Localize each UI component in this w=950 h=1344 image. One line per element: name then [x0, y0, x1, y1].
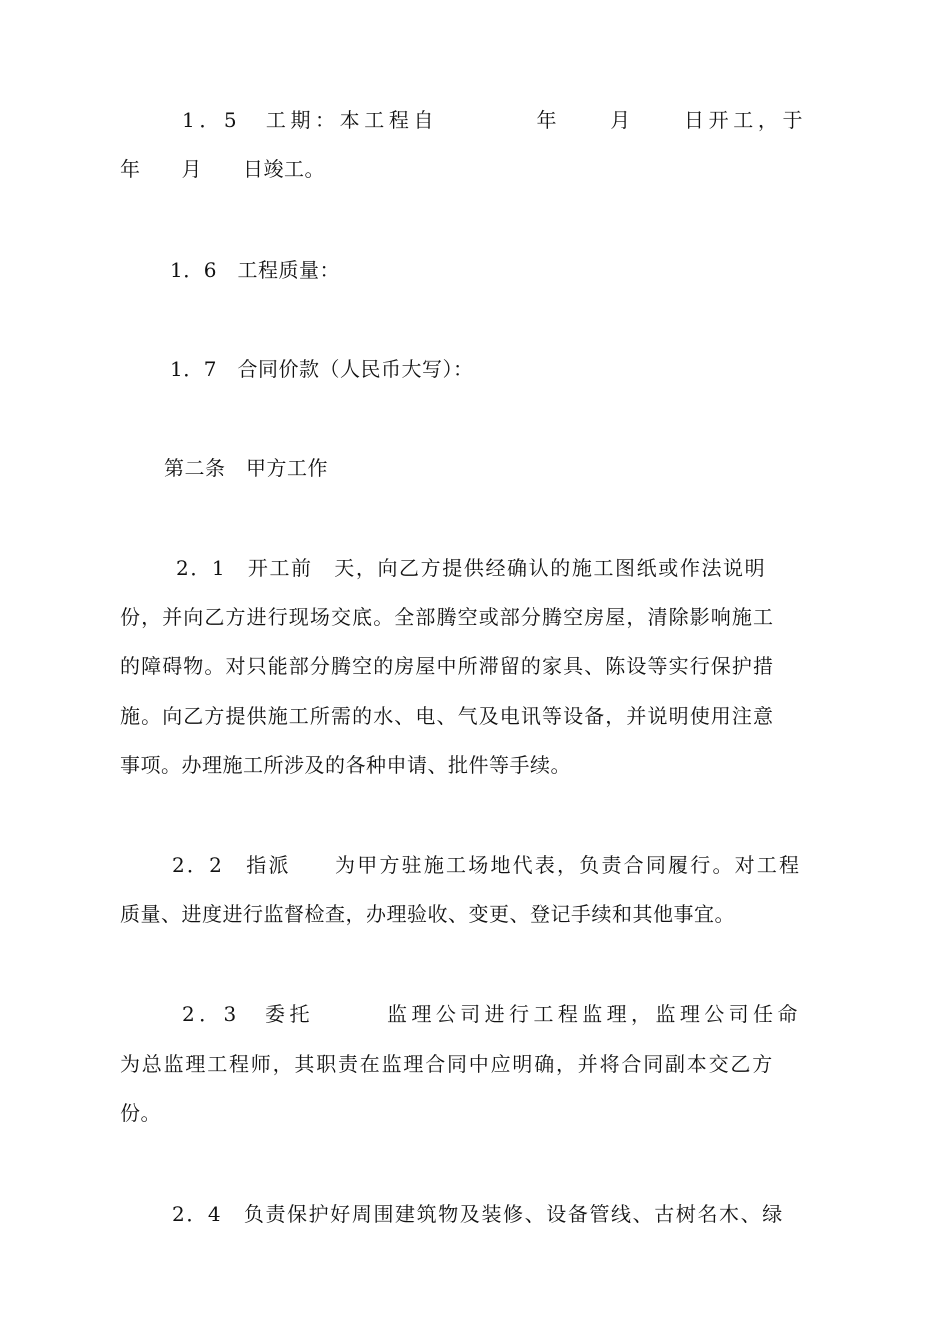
- clause-2-1-line-4: 施。向乙方提供施工所需的水、电、气及电讯等设备，并说明使用注意: [120, 704, 775, 728]
- clause-2-1-line-2: 份，并向乙方进行现场交底。全部腾空或部分腾空房屋，清除影响施工: [120, 605, 775, 629]
- clause-2-2-line-1: 2．2 指派 为甲方驻施工场地代表，负责合同履行。对工程: [172, 853, 802, 877]
- clause-1-7: 1．7 合同价款（人民币大写）：: [170, 357, 474, 381]
- clause-1-6: 1．6 工程质量：: [170, 258, 340, 282]
- clause-2-1-line-5: 事项。办理施工所涉及的各种申请、批件等手续。: [120, 753, 571, 777]
- clause-2-3-line-2: 为总监理工程师，其职责在监理合同中应明确，并将合同副本交乙方: [120, 1052, 774, 1076]
- clause-2-1-line-1: 2．1 开工前 天，向乙方提供经确认的施工图纸或作法说明: [176, 556, 767, 580]
- clause-2-3-line-3: 份。: [120, 1101, 161, 1125]
- clause-2-3-line-1: 2．3 委托 监理公司进行工程监理，监理公司任命: [182, 1002, 802, 1026]
- article-2-heading: 第二条 甲方工作: [164, 456, 328, 480]
- clause-1-5-line-1: 1．5 工期：本工程自 年 月 日开工，于: [182, 108, 808, 132]
- clause-2-1-line-3: 的障碍物。对只能部分腾空的房屋中所滞留的家具、陈设等实行保护措: [120, 654, 775, 678]
- clause-2-4-line-1: 2．4 负责保护好周围建筑物及装修、设备管线、古树名木、绿: [172, 1202, 784, 1226]
- clause-1-5-line-2: 年 月 日竣工。: [120, 157, 325, 181]
- clause-2-2-line-2: 质量、进度进行监督检查，办理验收、变更、登记手续和其他事宜。: [120, 902, 735, 926]
